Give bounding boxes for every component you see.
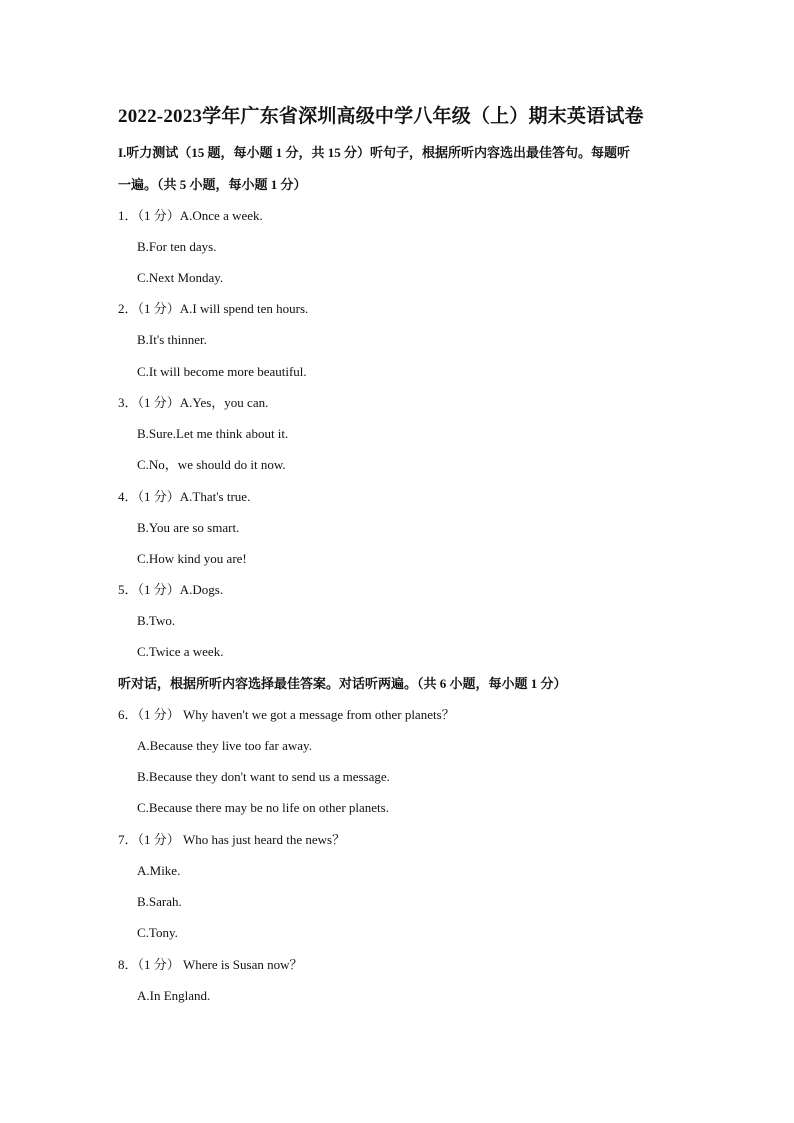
question-8-option-a: A.In England.: [137, 988, 211, 1003]
section-instructions: [118, 137, 680, 201]
question-2-option-c: C.It will become more beautiful.: [137, 364, 307, 379]
question-4-stem: 4．（1 分）A.That's true.: [118, 489, 251, 504]
question-1-option-b: B.For ten days.: [137, 239, 217, 254]
question-4-option-b: B.You are so smart.: [137, 520, 240, 535]
question-5-stem: 5．（1 分）A.Dogs.: [118, 582, 224, 597]
question-6-stem: 6．（1 分） Why haven't we got a message from other planets？: [118, 707, 455, 722]
question-3-option-b: B.Sure.Let me think about it.: [137, 426, 289, 441]
question-2-option-b: B.It's thinner.: [137, 332, 207, 347]
question-3-option-c: C.No，we should do it now.: [137, 457, 286, 472]
question-4-option-c: C.How kind you are!: [137, 551, 247, 566]
question-2-stem: 2．（1 分）A.I will spend ten hours.: [118, 301, 309, 316]
question-6-option-b: B.Because they don't want to send us a message.: [137, 769, 390, 784]
section-instructions-line-1: I.听力测试（15 题，每小题 1 分，共 15 分）听句子，根据所听内容选出最佳答句。每题听: [118, 145, 631, 160]
question-3-stem: 3．（1 分）A.Yes，you can.: [118, 395, 269, 410]
question-6-option-c: C.Because there may be no life on other planets.: [137, 800, 389, 815]
question-5-option-b: B.Two.: [137, 613, 176, 628]
question-7-option-b: B.Sarah.: [137, 894, 182, 909]
question-7-option-a: A.Mike.: [137, 863, 181, 878]
question-8-stem: 8．（1 分） Where is Susan now？: [118, 957, 303, 972]
question-7-stem: 7．（1 分） Who has just heard the news？: [118, 832, 346, 847]
question-7-option-c: C.Tony.: [137, 925, 178, 940]
section-dialogue-instructions: 听对话，根据所听内容选择最佳答案。对话听两遍。（共 6 小题，每小题 1 分）: [118, 676, 567, 691]
page-title: 2022-2023学年广东省深圳高级中学八年级（上）期末英语试卷: [118, 106, 644, 127]
section-instructions-line-2: 一遍。（共 5 小题，每小题 1 分）: [118, 177, 307, 192]
question-1-option-c: C.Next Monday.: [137, 270, 224, 285]
question-6-option-a: A.Because they live too far away.: [137, 738, 312, 753]
question-1-stem: 1．（1 分）A.Once a week.: [118, 208, 263, 223]
question-5-option-c: C.Twice a week.: [137, 644, 224, 659]
